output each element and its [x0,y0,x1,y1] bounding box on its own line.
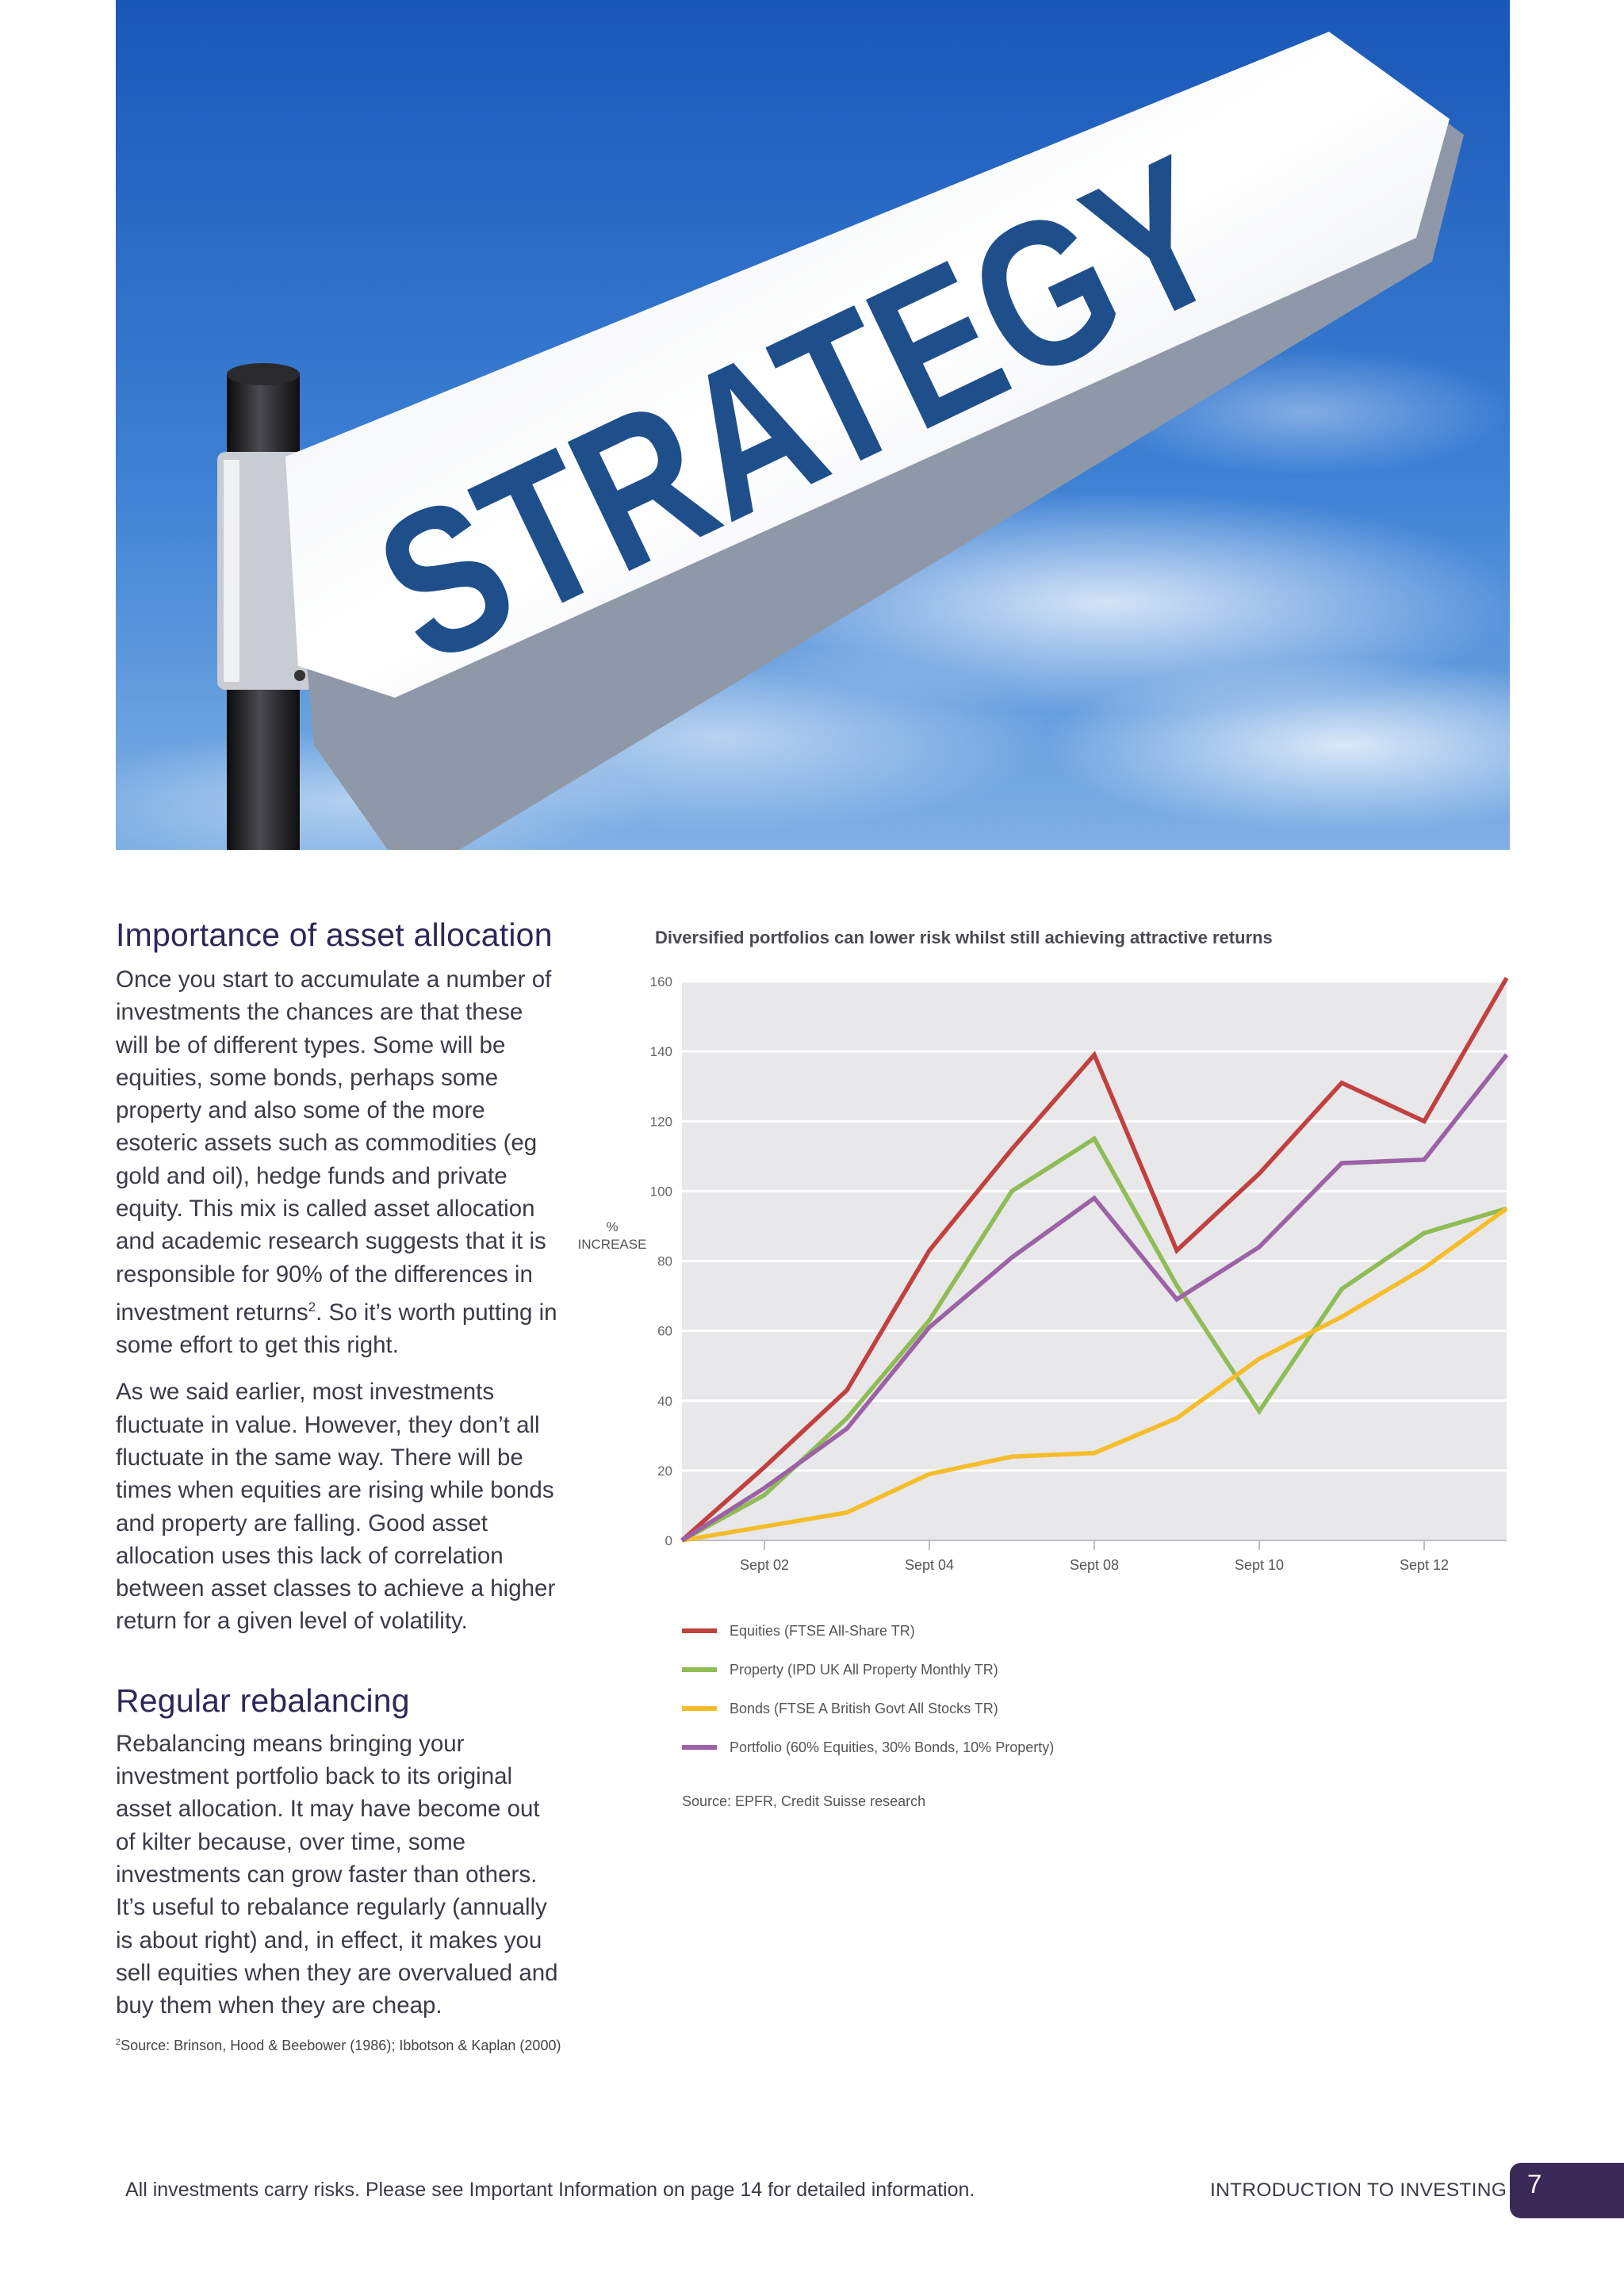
chart-title: Diversified portfolios can lower risk whilst still achieving attractive returns [655,928,1273,947]
y-tick-label: 80 [657,1253,672,1269]
line-chart [571,967,1522,1831]
sign-text: STRATEGY [345,17,1454,708]
legend-label: Property (IPD UK All Property Monthly TR) [730,1662,998,1678]
footnote-text: Source: Brinson, Hood & Beebower (1986); Ibbotson & Kaplan (2000) [121,2038,561,2054]
footnote [116,2038,560,2054]
page-number: 7 [1527,2169,1542,2198]
section-heading-asset-allocation: Importance of asset allocation [116,916,553,953]
chart-source: Source: EPFR, Credit Suisse research [682,1793,926,1809]
footnote-marker: 2 [116,2038,121,2048]
footer-disclaimer: All investments carry risks. Please see Important Information on page 14 for detailed information. [125,2179,975,2201]
hero-image [116,0,1510,850]
legend-label: Portfolio (60% Equities, 30% Bonds, 10% Property) [730,1739,1055,1755]
paragraph-correlation: As we said earlier, most investments fluctuate in value. However, they don’t all fluctuate in the same way. There will be times when equities are rising while bonds and property are falling. Good asset allocation uses this lack of correlation between asset classes to achieve a higher return for a given level of volatility. [116,1379,556,1635]
left-column [116,916,560,2068]
paragraph-rebalancing: Rebalancing means bringing your investment portfolio back to its original asset allocation. It may have become out of kilter because, over time, some investments can grow faster than others. It’s useful to rebalance regularly (annually is about right) and, in effect, it makes you sell equities when they are overvalued and buy them when they are cheap. [116,1730,558,2019]
y-axis-label: % [606,1219,619,1234]
paragraph-asset-allocation [116,963,560,1361]
page-number-tab [1510,2163,1624,2218]
legend-label: Bonds (FTSE A British Govt All Stocks TR) [730,1701,998,1716]
y-tick-label: 40 [657,1393,672,1409]
y-tick-label: 160 [649,974,672,989]
y-tick-label: 120 [649,1114,672,1130]
y-tick-label: 140 [649,1044,672,1060]
footer-brand: INTRODUCTION TO INVESTING [1210,2179,1507,2201]
chart [571,967,1522,1831]
legend-label: Equities (FTSE All-Share TR) [730,1623,915,1639]
y-tick-label: 60 [657,1323,672,1339]
y-tick-label: 20 [657,1463,672,1479]
paragraph-text: Once you start to accumulate a number of investments the chances are that these will be of different types. Some will be equities, some bonds, perhaps some property and also some of the more esoteric assets such as commodities (eg gold and oil), hedge funds and private equity. This mix is called asset allocation and academic research suggests that it is responsible for 90% of the differences in investment returns [116,966,552,1326]
y-tick-label: 100 [649,1184,672,1200]
x-tick-label: Sept 04 [904,1557,955,1573]
x-tick-label: Sept 08 [1069,1557,1120,1573]
y-axis-label-2: INCREASE [577,1237,647,1252]
x-tick-label: Sept 10 [1234,1557,1285,1573]
paragraph-text-end: . So it’s worth putting in some effort to get this right. [116,1299,557,1359]
y-tick-label: 0 [665,1533,672,1548]
x-tick-label: Sept 02 [739,1557,790,1573]
footnote-ref: 2 [308,1299,316,1314]
section-heading-rebalancing: Regular rebalancing [116,1682,410,1719]
x-tick-label: Sept 12 [1399,1557,1450,1573]
